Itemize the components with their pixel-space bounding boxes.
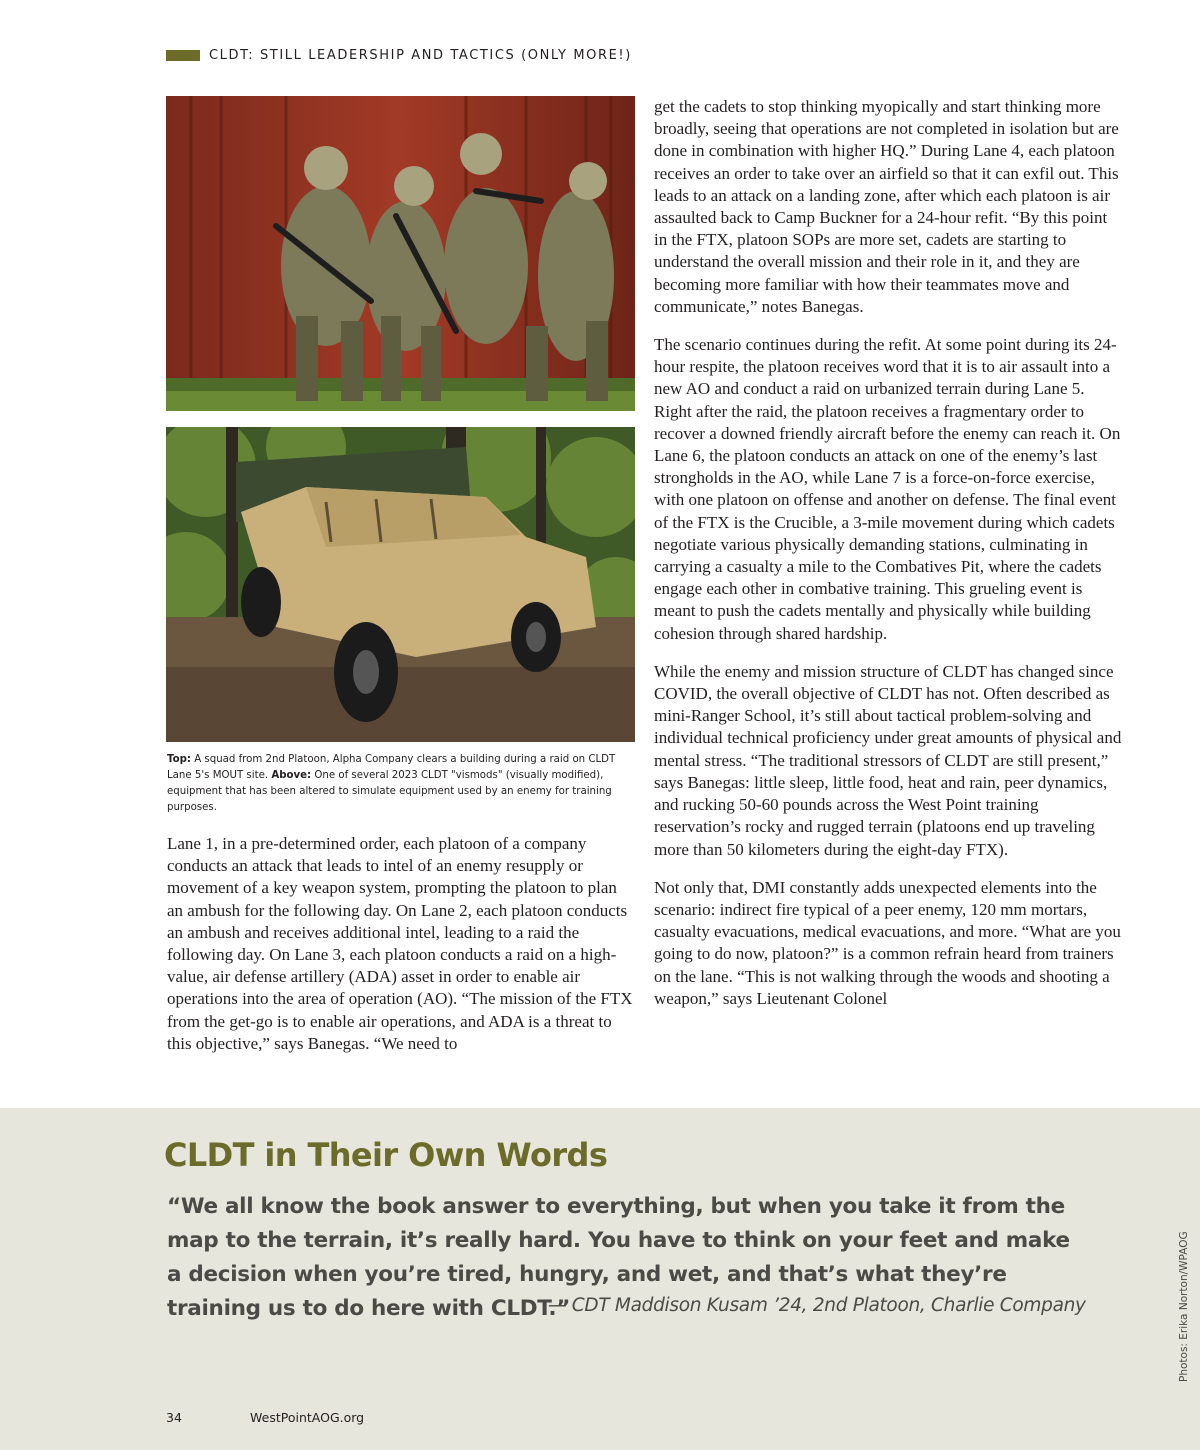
photo-credit-text: Photos: Erika Norton/WPAOG <box>1178 1231 1190 1382</box>
left-column <box>167 833 637 1071</box>
running-head <box>166 44 632 66</box>
sidebar-title: CLDT in Their Own Words <box>164 1136 608 1174</box>
right-paragraph-3: While the enemy and mission structure of CLDT has changed since COVID, the overall objective of CLDT has not. Often described as mini-Ranger School, it’s still about tactical problem-solving and individual technical proficiency under great amounts of physical and mental stress. “The traditional stressors of CLDT are still present,” says Banegas: little sleep, little food, heat and rain, peer dynamics, and rucking 50-60 pounds across the West Point training reservation’s rocky and rugged terrain (platoons end up traveling more than 50 kilometers during the eight-day FTX). <box>654 661 1122 859</box>
photo-caption <box>167 752 637 816</box>
page-number: 34 <box>166 1410 182 1425</box>
vehicle-photo-icon <box>166 427 635 742</box>
right-paragraph-1: get the cadets to stop thinking myopically and start thinking more broadly, seeing that operations are not completed in isolation but are done in combination with higher HQ.” During Lane 4, each platoon receives an order to take over an airfield so that it can exfil out. This leads to an attack on a landing zone, after which each platoon is air assaulted back to Camp Buckner for a 24-hour refit. “By this point in the FTX, platoon SOPs are more set, cadets are starting to understand the overall mission and their role in it, and they are becoming more familiar with how their teammates move and communicate,” notes Banegas. <box>654 97 1119 316</box>
soldiers-photo <box>166 96 635 411</box>
photo-credit <box>1178 1232 1188 1392</box>
right-column <box>654 96 1124 1026</box>
section-accent-bar <box>166 50 200 61</box>
footer-website: WestPointAOG.org <box>250 1410 365 1425</box>
soldiers-photo-icon <box>166 96 635 411</box>
right-paragraph-2: The scenario continues during the refit. At some point during its 24-hour respite, the platoon receives word that it is to air assault into a new AO and conduct a raid on urbanized terrain during Lane 5. Right after the raid, the platoon receives a fragmentary order to recover a downed friendly aircraft before the enemy can reach it. On Lane 6, the platoon conducts an attack on one of the enemy’s last strongholds in the AO, while Lane 7 is a force-on-force exercise, with one platoon on offense and another on defense. The final event of the FTX is the Crucible, a 3-mile movement during which cadets negotiate various physically demanding stations, culminating in carrying a casualty a mile to the Combatives Pit, where the cadets engage each other in combative training. This grueling event is meant to push the cadets mentally and physically while building cohesion through shared hardship. <box>654 335 1121 643</box>
caption-above-text: One of several 2023 CLDT "vismods" (visually modified), equipment that has been altered to simulate equipment used by an enemy for training purposes. <box>167 770 612 813</box>
running-head-text: CLDT: STILL LEADERSHIP AND TACTICS (ONLY MORE!) <box>209 47 632 63</box>
right-paragraph-4: Not only that, DMI constantly adds unexpected elements into the scenario: indirect fire typical of a peer enemy, 120 mm mortars, casualty evacuations, medical evacuations, and more. “What are you going to do now, platoon?” is a common refrain heard from trainers on the lane. “This is not walking through the woods and shooting a weapon,” says Lieutenant Colonel <box>654 877 1121 1008</box>
sidebar-quote: “We all know the book answer to everything, but when you take it from the map to the terrain, it’s really hard. You have to think on your feet and make a decision when you’re tired, hungry, and wet, and that’s what they’re training us to do here with CLDT.” <box>167 1194 1070 1321</box>
sidebar-attribution: — CDT Maddison Kusam ’24, 2nd Platoon, Charlie Company <box>548 1295 1086 1316</box>
caption-top-label: Top: <box>167 754 191 765</box>
vehicle-photo <box>166 427 635 742</box>
left-paragraph-1: Lane 1, in a pre-determined order, each platoon of a company conducts an attack that leads to intel of an enemy resupply or movement of a key weapon system, prompting the platoon to plan an ambush for the following day. On Lane 2, each platoon conducts an ambush and receives additional intel, leading to a raid the following day. On Lane 3, each platoon conducts a raid on a high-value, air defense artillery (ADA) asset in order to enable air operations into the area of operation (AO). “The mission of the FTX from the get-go is to enable air operations, and ADA is a threat to this objective,” says Banegas. “We need to <box>167 834 633 1053</box>
caption-top-text: A squad from 2nd Platoon, Alpha Company clears a building during a raid on CLDT Lane 5's MOUT site. <box>167 754 616 781</box>
caption-above-label: Above: <box>271 770 312 781</box>
